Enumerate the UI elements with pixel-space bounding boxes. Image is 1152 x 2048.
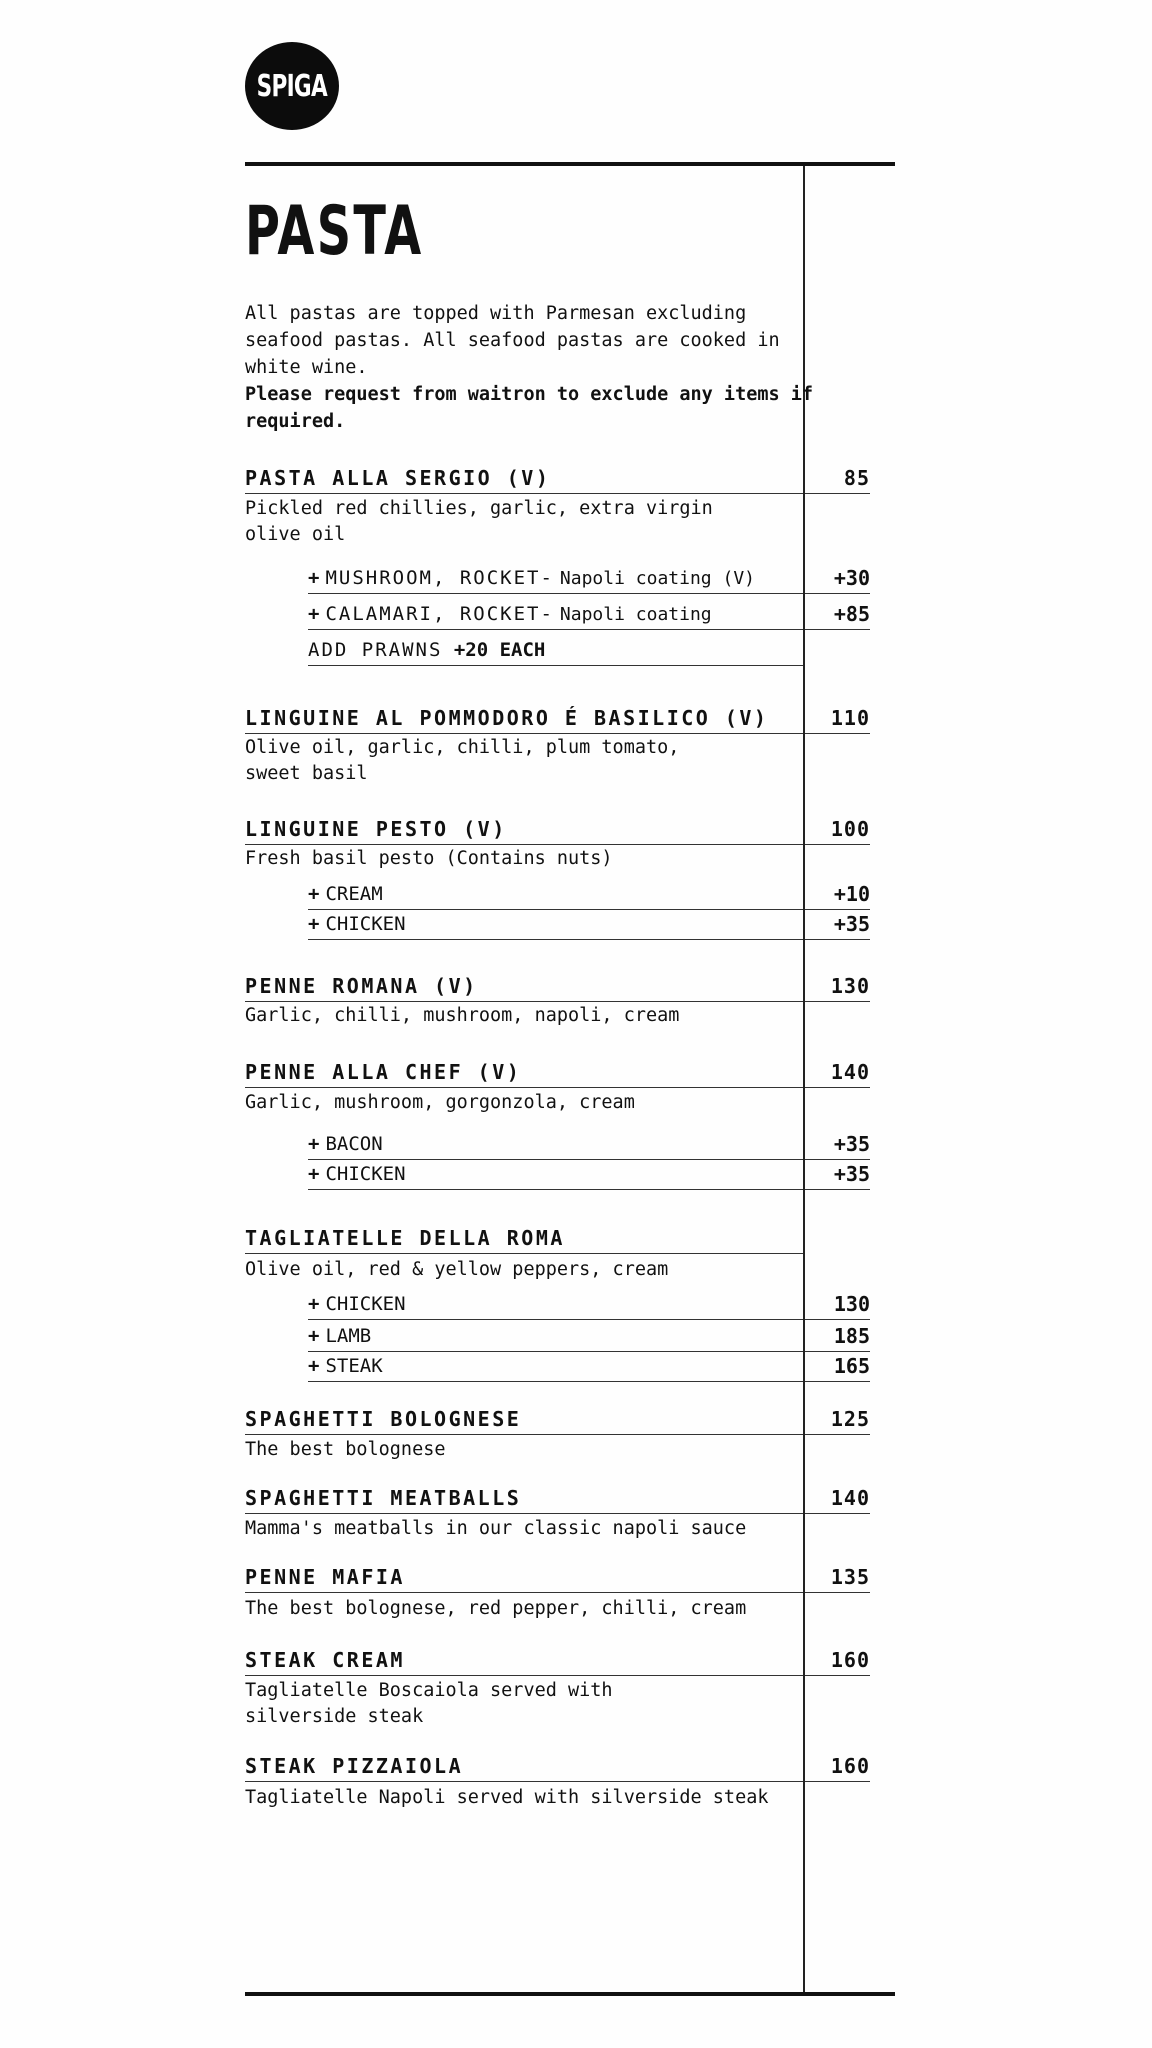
extra-price: 130 <box>805 1290 870 1320</box>
dish-description: Pickled red chillies, garlic, extra virgin olive oil <box>245 498 713 545</box>
extra-price: +35 <box>805 910 870 940</box>
dish-description: Olive oil, garlic, chilli, plum tomato, sweet basil <box>245 737 680 784</box>
dish-description: Mamma's meatballs in our classic napoli sauce <box>245 1518 747 1539</box>
dish-description: The best bolognese, red pepper, chilli, cream <box>245 1598 747 1619</box>
extra-option: + MUSHROOM, ROCKET- Napoli coating (V) <box>308 564 803 594</box>
dish-name: STEAK PIZZAIOLA <box>245 1752 803 1782</box>
dish-name: LINGUINE PESTO (V) <box>245 815 803 845</box>
dish-price: 140 <box>805 1484 870 1514</box>
dish-name: TAGLIATELLE DELLA ROMA <box>245 1224 803 1254</box>
page-title: PASTA <box>245 192 424 271</box>
dish-price: 85 <box>805 464 870 494</box>
spiga-logo: SPIGA <box>245 42 339 130</box>
dish-price: 140 <box>805 1058 870 1088</box>
intro-text: All pastas are topped with Parmesan excluding seafood pastas. All seafood pastas are cooked in white wine. <box>245 303 780 378</box>
bottom-rule <box>245 1992 895 1996</box>
dish-name: PASTA ALLA SERGIO (V) <box>245 464 803 494</box>
extra-price: +10 <box>805 880 870 910</box>
dish-description: Tagliatelle Boscaiola served with silverside steak <box>245 1680 613 1727</box>
dish-price: 160 <box>805 1646 870 1676</box>
extra-price: +30 <box>805 564 870 594</box>
dish-description: Olive oil, red & yellow peppers, cream <box>245 1259 669 1280</box>
extra-price: 185 <box>805 1322 870 1352</box>
dish-name: PENNE MAFIA <box>245 1563 803 1593</box>
dish-price: 160 <box>805 1752 870 1782</box>
dish-price: 130 <box>805 972 870 1002</box>
extra-price: +85 <box>805 600 870 630</box>
extra-option: + CALAMARI, ROCKET- Napoli coating <box>308 600 803 630</box>
extra-option: + CHICKEN <box>308 910 803 940</box>
intro-bold-note: Please request from waitron to exclude any items if required. <box>245 384 814 432</box>
dish-description: Garlic, mushroom, gorgonzola, cream <box>245 1092 635 1113</box>
extra-option: + CHICKEN <box>308 1160 803 1190</box>
dish-price: 100 <box>805 815 870 845</box>
dish-description: Fresh basil pesto (Contains nuts) <box>245 848 613 869</box>
extra-option: + STEAK <box>308 1352 803 1382</box>
dish-name: SPAGHETTI MEATBALLS <box>245 1484 803 1514</box>
dish-price: 135 <box>805 1563 870 1593</box>
extra-option: + CHICKEN <box>308 1290 803 1320</box>
extra-price: 165 <box>805 1352 870 1382</box>
intro-note <box>245 300 815 435</box>
extra-option: + LAMB <box>308 1322 803 1352</box>
top-rule <box>245 162 895 166</box>
dish-name: STEAK CREAM <box>245 1646 803 1676</box>
dish-price: 110 <box>805 704 870 734</box>
extra-price: +35 <box>805 1160 870 1190</box>
extra-option: + CREAM <box>308 880 803 910</box>
extra-price: +35 <box>805 1130 870 1160</box>
dish-name: SPAGHETTI BOLOGNESE <box>245 1405 803 1435</box>
dish-description: Tagliatelle Napoli served with silverside steak <box>245 1787 769 1808</box>
extra-option: + BACON <box>308 1130 803 1160</box>
dish-description: Garlic, chilli, mushroom, napoli, cream <box>245 1005 680 1026</box>
dish-description: The best bolognese <box>245 1439 446 1460</box>
dish-name: PENNE ROMANA (V) <box>245 972 803 1002</box>
dish-name: LINGUINE AL POMMODORO É BASILICO (V) <box>245 704 803 734</box>
dish-name: PENNE ALLA CHEF (V) <box>245 1058 803 1088</box>
add-prawns-option: ADD PRAWNS +20 EACH <box>308 636 803 666</box>
dish-price: 125 <box>805 1405 870 1435</box>
